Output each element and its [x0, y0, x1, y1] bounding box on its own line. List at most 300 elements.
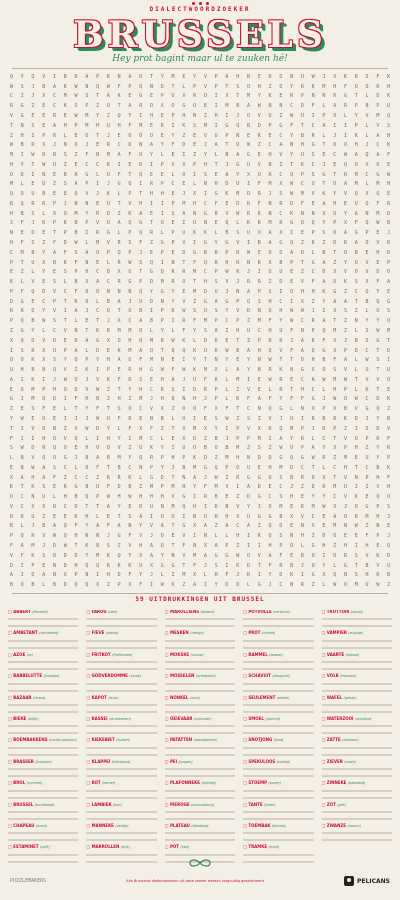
- grid-letter[interactable]: U: [160, 513, 164, 520]
- grid-letter[interactable]: L: [322, 464, 326, 471]
- grid-letter[interactable]: E: [171, 249, 175, 256]
- grid-letter[interactable]: V: [52, 308, 56, 315]
- grid-letter[interactable]: L: [52, 494, 56, 501]
- grid-letter[interactable]: S: [128, 513, 132, 520]
- grid-letter[interactable]: W: [106, 494, 110, 501]
- grid-letter[interactable]: A: [300, 347, 304, 354]
- grid-letter[interactable]: Z: [74, 152, 78, 159]
- grid-letter[interactable]: G: [322, 171, 326, 178]
- grid-letter[interactable]: B: [354, 337, 358, 344]
- grid-letter[interactable]: L: [214, 152, 218, 159]
- grid-letter[interactable]: I: [354, 543, 358, 549]
- grid-letter[interactable]: P: [160, 455, 164, 462]
- grid-letter[interactable]: R: [246, 200, 250, 207]
- grid-letter[interactable]: T: [160, 347, 164, 354]
- grid-letter[interactable]: Z: [31, 103, 35, 110]
- grid-letter[interactable]: E: [128, 161, 132, 168]
- grid-letter[interactable]: B: [290, 562, 294, 569]
- grid-letter[interactable]: G: [257, 494, 261, 501]
- grid-letter[interactable]: O: [9, 494, 13, 501]
- grid-letter[interactable]: K: [311, 240, 315, 247]
- grid-letter[interactable]: F: [117, 83, 121, 90]
- grid-letter[interactable]: Q: [117, 552, 121, 559]
- grid-letter[interactable]: U: [246, 161, 250, 168]
- grid-letter[interactable]: P: [300, 445, 304, 452]
- grid-letter[interactable]: I: [63, 415, 67, 422]
- grid-letter[interactable]: Q: [31, 73, 35, 80]
- grid-letter[interactable]: N: [128, 288, 132, 295]
- grid-letter[interactable]: G: [311, 543, 315, 549]
- grid-letter[interactable]: Y: [160, 327, 164, 334]
- grid-letter[interactable]: R: [257, 220, 261, 227]
- grid-letter[interactable]: Z: [257, 523, 261, 530]
- grid-letter[interactable]: Z: [96, 474, 100, 481]
- grid-letter[interactable]: E: [322, 513, 326, 520]
- grid-letter[interactable]: C: [63, 288, 67, 295]
- grid-letter[interactable]: X: [333, 73, 337, 80]
- grid-letter[interactable]: H: [171, 455, 175, 462]
- grid-letter[interactable]: N: [290, 142, 294, 149]
- grid-letter[interactable]: W: [376, 220, 380, 227]
- grid-letter[interactable]: R: [333, 415, 337, 422]
- grid-letter[interactable]: W: [343, 376, 347, 383]
- grid-letter[interactable]: P: [354, 122, 358, 129]
- grid-letter[interactable]: S: [311, 171, 315, 178]
- grid-letter[interactable]: P: [246, 435, 250, 442]
- grid-letter[interactable]: K: [322, 191, 326, 198]
- grid-letter[interactable]: D: [139, 503, 143, 510]
- grid-letter[interactable]: P: [74, 122, 78, 129]
- grid-letter[interactable]: I: [290, 298, 294, 305]
- grid-letter[interactable]: F: [139, 582, 143, 589]
- grid-letter[interactable]: P: [9, 533, 13, 540]
- grid-letter[interactable]: J: [96, 191, 100, 198]
- grid-letter[interactable]: V: [343, 191, 347, 198]
- grid-letter[interactable]: Q: [333, 572, 337, 579]
- grid-letter[interactable]: M: [203, 367, 207, 374]
- grid-letter[interactable]: D: [279, 572, 283, 579]
- grid-letter[interactable]: Y: [290, 435, 294, 442]
- grid-letter[interactable]: G: [182, 103, 186, 110]
- grid-letter[interactable]: X: [300, 298, 304, 305]
- grid-letter[interactable]: Q: [74, 357, 78, 364]
- grid-letter[interactable]: H: [63, 494, 67, 501]
- grid-letter[interactable]: X: [106, 337, 110, 344]
- grid-letter[interactable]: T: [354, 562, 358, 569]
- grid-letter[interactable]: P: [214, 318, 218, 325]
- grid-letter[interactable]: N: [300, 523, 304, 530]
- grid-letter[interactable]: Z: [139, 484, 143, 491]
- grid-letter[interactable]: W: [225, 269, 229, 276]
- grid-letter[interactable]: U: [171, 93, 175, 100]
- grid-letter[interactable]: V: [387, 425, 391, 432]
- grid-letter[interactable]: R: [193, 93, 197, 100]
- grid-letter[interactable]: I: [85, 230, 89, 237]
- grid-letter[interactable]: R: [106, 142, 110, 149]
- grid-letter[interactable]: R: [182, 269, 186, 276]
- grid-letter[interactable]: I: [311, 112, 315, 119]
- grid-letter[interactable]: M: [193, 269, 197, 276]
- grid-letter[interactable]: A: [343, 181, 347, 188]
- grid-letter[interactable]: L: [182, 83, 186, 90]
- grid-letter[interactable]: J: [268, 191, 272, 198]
- grid-letter[interactable]: Z: [193, 298, 197, 305]
- grid-letter[interactable]: A: [311, 445, 315, 452]
- grid-letter[interactable]: D: [257, 455, 261, 462]
- grid-letter[interactable]: T: [20, 259, 24, 266]
- grid-letter[interactable]: Y: [322, 494, 326, 501]
- grid-letter[interactable]: Q: [149, 347, 153, 354]
- grid-letter[interactable]: D: [31, 445, 35, 452]
- grid-letter[interactable]: V: [343, 474, 347, 481]
- grid-letter[interactable]: H: [300, 288, 304, 295]
- grid-letter[interactable]: W: [96, 386, 100, 393]
- grid-letter[interactable]: R: [214, 249, 218, 256]
- grid-letter[interactable]: Q: [96, 562, 100, 569]
- grid-letter[interactable]: I: [149, 308, 153, 315]
- grid-letter[interactable]: S: [365, 327, 369, 334]
- grid-letter[interactable]: R: [300, 582, 304, 589]
- grid-letter[interactable]: I: [333, 122, 337, 129]
- grid-letter[interactable]: A: [300, 337, 304, 344]
- grid-letter[interactable]: Q: [387, 318, 391, 325]
- grid-letter[interactable]: S: [365, 73, 369, 80]
- grid-letter[interactable]: V: [257, 161, 261, 168]
- grid-letter[interactable]: L: [354, 386, 358, 393]
- grid-letter[interactable]: P: [311, 230, 315, 237]
- grid-letter[interactable]: Y: [20, 161, 24, 168]
- grid-letter[interactable]: D: [203, 337, 207, 344]
- grid-letter[interactable]: W: [343, 152, 347, 159]
- grid-letter[interactable]: B: [42, 191, 46, 198]
- grid-letter[interactable]: E: [160, 112, 164, 119]
- grid-letter[interactable]: O: [257, 230, 261, 237]
- grid-letter[interactable]: B: [214, 435, 218, 442]
- grid-letter[interactable]: I: [20, 152, 24, 159]
- grid-letter[interactable]: P: [343, 386, 347, 393]
- grid-letter[interactable]: N: [311, 210, 315, 217]
- grid-letter[interactable]: L: [42, 582, 46, 589]
- grid-letter[interactable]: K: [236, 562, 240, 569]
- grid-letter[interactable]: F: [311, 103, 315, 110]
- grid-letter[interactable]: O: [203, 308, 207, 315]
- grid-letter[interactable]: Q: [279, 425, 283, 432]
- grid-letter[interactable]: H: [236, 327, 240, 334]
- grid-letter[interactable]: Z: [300, 484, 304, 491]
- grid-letter[interactable]: C: [311, 269, 315, 276]
- grid-letter[interactable]: H: [9, 161, 13, 168]
- grid-letter[interactable]: L: [236, 220, 240, 227]
- grid-letter[interactable]: T: [106, 406, 110, 413]
- grid-letter[interactable]: D: [257, 122, 261, 129]
- grid-letter[interactable]: I: [290, 230, 294, 237]
- grid-letter[interactable]: K: [106, 552, 110, 559]
- grid-letter[interactable]: H: [85, 396, 89, 403]
- grid-letter[interactable]: F: [106, 484, 110, 491]
- grid-letter[interactable]: F: [117, 171, 121, 178]
- grid-letter[interactable]: V: [63, 327, 67, 334]
- grid-letter[interactable]: R: [279, 220, 283, 227]
- grid-letter[interactable]: O: [343, 582, 347, 589]
- grid-letter[interactable]: G: [365, 503, 369, 510]
- grid-letter[interactable]: C: [63, 503, 67, 510]
- grid-letter[interactable]: A: [225, 73, 229, 80]
- grid-letter[interactable]: T: [149, 73, 153, 80]
- grid-letter[interactable]: R: [246, 572, 250, 579]
- grid-letter[interactable]: P: [214, 73, 218, 80]
- grid-letter[interactable]: E: [290, 376, 294, 383]
- grid-letter[interactable]: S: [31, 406, 35, 413]
- grid-letter[interactable]: S: [214, 415, 218, 422]
- grid-letter[interactable]: S: [203, 327, 207, 334]
- grid-letter[interactable]: N: [42, 171, 46, 178]
- grid-letter[interactable]: Y: [149, 288, 153, 295]
- grid-letter[interactable]: J: [31, 523, 35, 530]
- grid-letter[interactable]: M: [246, 93, 250, 100]
- grid-letter[interactable]: N: [52, 425, 56, 432]
- grid-letter[interactable]: X: [311, 523, 315, 530]
- grid-letter[interactable]: E: [31, 298, 35, 305]
- grid-letter[interactable]: E: [20, 406, 24, 413]
- grid-letter[interactable]: H: [182, 484, 186, 491]
- grid-letter[interactable]: C: [203, 200, 207, 207]
- grid-letter[interactable]: E: [52, 269, 56, 276]
- grid-letter[interactable]: A: [128, 73, 132, 80]
- grid-letter[interactable]: M: [354, 582, 358, 589]
- grid-letter[interactable]: U: [365, 367, 369, 374]
- grid-letter[interactable]: I: [257, 543, 261, 549]
- grid-letter[interactable]: K: [63, 103, 67, 110]
- grid-letter[interactable]: P: [257, 288, 261, 295]
- grid-letter[interactable]: C: [333, 494, 337, 501]
- grid-letter[interactable]: O: [343, 396, 347, 403]
- grid-letter[interactable]: G: [279, 455, 283, 462]
- grid-letter[interactable]: Z: [42, 240, 46, 247]
- grid-letter[interactable]: S: [193, 308, 197, 315]
- grid-letter[interactable]: U: [20, 582, 24, 589]
- grid-letter[interactable]: A: [322, 279, 326, 286]
- grid-letter[interactable]: B: [31, 582, 35, 589]
- grid-letter[interactable]: H: [106, 357, 110, 364]
- grid-letter[interactable]: N: [246, 455, 250, 462]
- grid-letter[interactable]: T: [149, 220, 153, 227]
- grid-letter[interactable]: G: [182, 494, 186, 501]
- grid-letter[interactable]: V: [182, 298, 186, 305]
- grid-letter[interactable]: P: [160, 249, 164, 256]
- grid-letter[interactable]: W: [20, 415, 24, 422]
- grid-letter[interactable]: A: [290, 249, 294, 256]
- grid-letter[interactable]: N: [149, 83, 153, 90]
- grid-letter[interactable]: Y: [376, 318, 380, 325]
- grid-letter[interactable]: U: [139, 562, 143, 569]
- grid-letter[interactable]: E: [52, 513, 56, 520]
- grid-letter[interactable]: P: [139, 279, 143, 286]
- grid-letter[interactable]: I: [214, 122, 218, 129]
- grid-letter[interactable]: O: [333, 533, 337, 540]
- grid-letter[interactable]: D: [203, 455, 207, 462]
- grid-letter[interactable]: P: [333, 425, 337, 432]
- grid-letter[interactable]: A: [203, 552, 207, 559]
- grid-letter[interactable]: V: [333, 406, 337, 413]
- grid-letter[interactable]: F: [387, 474, 391, 481]
- grid-letter[interactable]: E: [63, 337, 67, 344]
- grid-letter[interactable]: E: [322, 523, 326, 530]
- grid-letter[interactable]: B: [149, 318, 153, 325]
- grid-letter[interactable]: V: [149, 406, 153, 413]
- grid-letter[interactable]: X: [42, 503, 46, 510]
- grid-letter[interactable]: E: [171, 152, 175, 159]
- grid-letter[interactable]: K: [290, 210, 294, 217]
- grid-letter[interactable]: Q: [246, 298, 250, 305]
- grid-letter[interactable]: J: [333, 132, 337, 139]
- grid-letter[interactable]: E: [182, 73, 186, 80]
- grid-letter[interactable]: W: [52, 533, 56, 540]
- grid-letter[interactable]: F: [128, 122, 132, 129]
- grid-letter[interactable]: G: [225, 122, 229, 129]
- grid-letter[interactable]: F: [311, 279, 315, 286]
- grid-letter[interactable]: Z: [300, 240, 304, 247]
- grid-letter[interactable]: P: [128, 83, 132, 90]
- grid-letter[interactable]: P: [117, 582, 121, 589]
- grid-letter[interactable]: I: [52, 73, 56, 80]
- grid-letter[interactable]: R: [52, 112, 56, 119]
- grid-letter[interactable]: K: [387, 464, 391, 471]
- grid-letter[interactable]: N: [214, 357, 218, 364]
- grid-letter[interactable]: P: [268, 122, 272, 129]
- grid-letter[interactable]: U: [300, 112, 304, 119]
- grid-letter[interactable]: L: [160, 230, 164, 237]
- grid-letter[interactable]: J: [52, 376, 56, 383]
- grid-letter[interactable]: U: [160, 543, 164, 549]
- grid-letter[interactable]: U: [42, 415, 46, 422]
- grid-letter[interactable]: T: [214, 161, 218, 168]
- grid-letter[interactable]: C: [300, 181, 304, 188]
- grid-letter[interactable]: L: [20, 523, 24, 530]
- grid-letter[interactable]: Z: [365, 523, 369, 530]
- grid-letter[interactable]: X: [279, 230, 283, 237]
- grid-letter[interactable]: J: [290, 337, 294, 344]
- grid-letter[interactable]: Z: [106, 582, 110, 589]
- grid-letter[interactable]: X: [128, 582, 132, 589]
- grid-letter[interactable]: H: [214, 181, 218, 188]
- grid-letter[interactable]: H: [333, 83, 337, 90]
- grid-letter[interactable]: K: [128, 562, 132, 569]
- grid-letter[interactable]: T: [96, 503, 100, 510]
- grid-letter[interactable]: E: [257, 152, 261, 159]
- grid-letter[interactable]: Y: [149, 152, 153, 159]
- grid-letter[interactable]: Q: [9, 73, 13, 80]
- grid-letter[interactable]: Y: [160, 142, 164, 149]
- grid-letter[interactable]: A: [376, 152, 380, 159]
- grid-letter[interactable]: N: [257, 357, 261, 364]
- grid-letter[interactable]: K: [257, 533, 261, 540]
- grid-letter[interactable]: C: [236, 523, 240, 530]
- grid-letter[interactable]: R: [171, 279, 175, 286]
- grid-letter[interactable]: Z: [182, 582, 186, 589]
- grid-letter[interactable]: O: [236, 464, 240, 471]
- grid-letter[interactable]: O: [376, 161, 380, 168]
- grid-letter[interactable]: O: [246, 112, 250, 119]
- grid-letter[interactable]: S: [63, 269, 67, 276]
- grid-letter[interactable]: I: [149, 200, 153, 207]
- grid-letter[interactable]: P: [74, 572, 78, 579]
- grid-letter[interactable]: N: [117, 288, 121, 295]
- grid-letter[interactable]: L: [117, 191, 121, 198]
- grid-letter[interactable]: T: [236, 93, 240, 100]
- grid-letter[interactable]: H: [300, 533, 304, 540]
- grid-letter[interactable]: H: [290, 494, 294, 501]
- grid-letter[interactable]: C: [322, 435, 326, 442]
- grid-letter[interactable]: N: [52, 562, 56, 569]
- grid-letter[interactable]: X: [42, 93, 46, 100]
- grid-letter[interactable]: L: [225, 376, 229, 383]
- grid-letter[interactable]: Y: [279, 318, 283, 325]
- grid-letter[interactable]: G: [203, 210, 207, 217]
- grid-letter[interactable]: A: [85, 249, 89, 256]
- grid-letter[interactable]: Q: [52, 367, 56, 374]
- grid-letter[interactable]: I: [203, 582, 207, 589]
- grid-letter[interactable]: X: [257, 425, 261, 432]
- grid-letter[interactable]: Y: [139, 572, 143, 579]
- grid-letter[interactable]: D: [106, 210, 110, 217]
- grid-letter[interactable]: P: [128, 249, 132, 256]
- grid-letter[interactable]: U: [106, 200, 110, 207]
- grid-letter[interactable]: E: [52, 406, 56, 413]
- grid-letter[interactable]: K: [149, 445, 153, 452]
- grid-letter[interactable]: X: [193, 523, 197, 530]
- grid-letter[interactable]: U: [268, 308, 272, 315]
- grid-letter[interactable]: T: [85, 327, 89, 334]
- grid-letter[interactable]: X: [139, 425, 143, 432]
- grid-letter[interactable]: H: [387, 181, 391, 188]
- grid-letter[interactable]: S: [31, 240, 35, 247]
- grid-letter[interactable]: J: [106, 533, 110, 540]
- grid-letter[interactable]: S: [214, 308, 218, 315]
- grid-letter[interactable]: F: [85, 152, 89, 159]
- grid-letter[interactable]: T: [290, 386, 294, 393]
- grid-letter[interactable]: H: [160, 191, 164, 198]
- grid-letter[interactable]: X: [311, 367, 315, 374]
- grid-letter[interactable]: R: [354, 513, 358, 520]
- grid-letter[interactable]: U: [311, 562, 315, 569]
- grid-letter[interactable]: P: [311, 327, 315, 334]
- grid-letter[interactable]: K: [31, 376, 35, 383]
- grid-letter[interactable]: W: [290, 318, 294, 325]
- grid-letter[interactable]: P: [52, 220, 56, 227]
- grid-letter[interactable]: Y: [171, 132, 175, 139]
- grid-letter[interactable]: L: [365, 181, 369, 188]
- grid-letter[interactable]: O: [106, 103, 110, 110]
- grid-letter[interactable]: W: [9, 142, 13, 149]
- grid-letter[interactable]: A: [117, 298, 121, 305]
- grid-letter[interactable]: E: [225, 494, 229, 501]
- grid-letter[interactable]: R: [214, 376, 218, 383]
- grid-letter[interactable]: C: [139, 406, 143, 413]
- grid-letter[interactable]: P: [96, 494, 100, 501]
- grid-letter[interactable]: W: [290, 112, 294, 119]
- grid-letter[interactable]: W: [63, 543, 67, 549]
- grid-letter[interactable]: D: [279, 523, 283, 530]
- grid-letter[interactable]: M: [257, 435, 261, 442]
- grid-letter[interactable]: R: [300, 474, 304, 481]
- grid-letter[interactable]: Z: [42, 513, 46, 520]
- grid-letter[interactable]: T: [333, 318, 337, 325]
- grid-letter[interactable]: K: [171, 308, 175, 315]
- grid-letter[interactable]: J: [106, 132, 110, 139]
- grid-letter[interactable]: N: [85, 200, 89, 207]
- grid-letter[interactable]: I: [20, 435, 24, 442]
- grid-letter[interactable]: B: [225, 230, 229, 237]
